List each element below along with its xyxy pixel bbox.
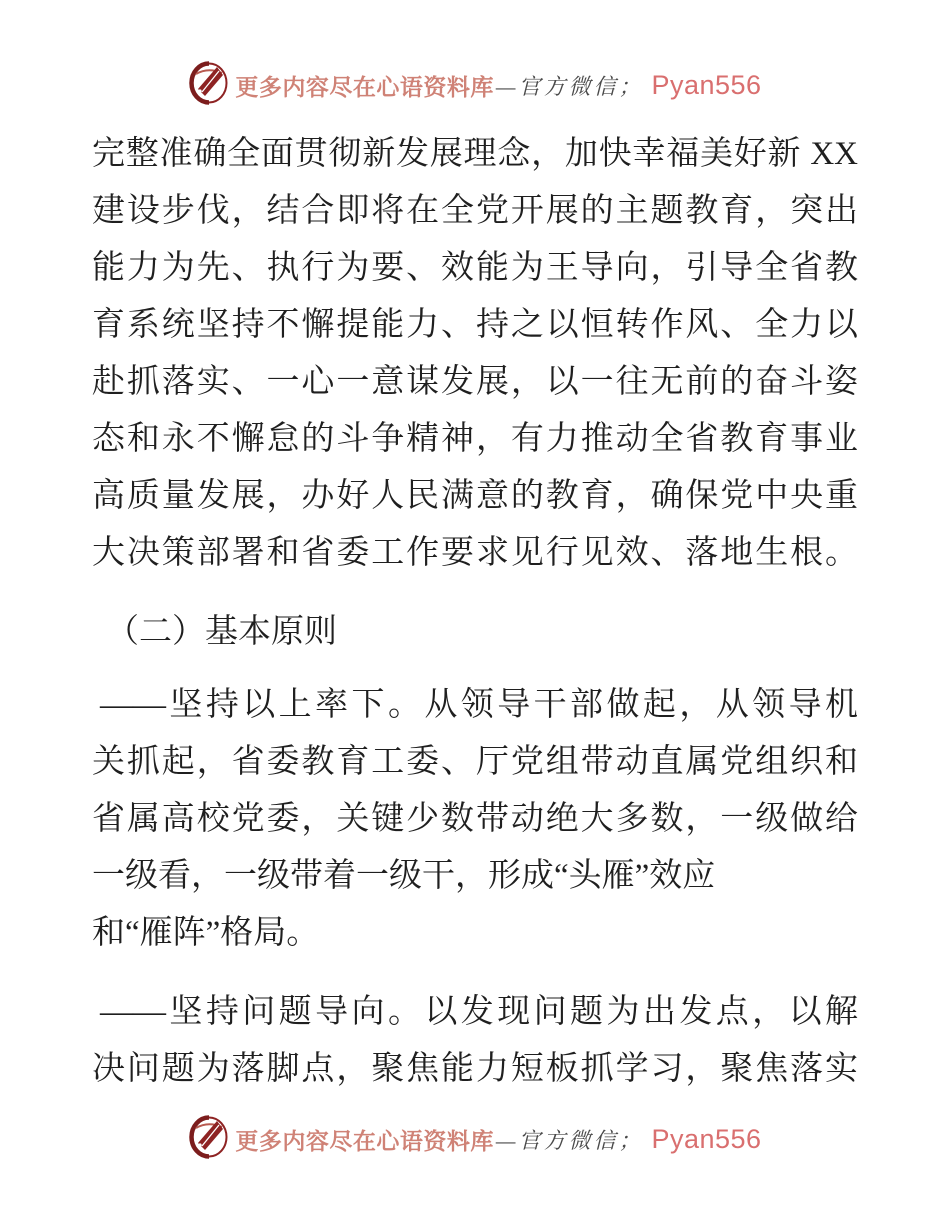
paragraph bbox=[92, 984, 858, 1098]
text-line: 能力为先、执行为要、效能为王导向，引导全省教 bbox=[92, 250, 858, 286]
text-line: ——坚持以上率下。从领导干部做起，从领导机 bbox=[100, 687, 858, 723]
text-line: 高质量发展，办好人民满意的教育，确保党中央重 bbox=[92, 478, 858, 514]
paragraph bbox=[92, 677, 858, 962]
watermark-wechat-id: Pyan556 bbox=[651, 1124, 762, 1154]
text-line: 大决策部署和省委工作要求见行见效、落地生根。 bbox=[92, 535, 858, 571]
text-line: 赴抓落实、一心一意谋发展，以一往无前的奋斗姿 bbox=[92, 364, 858, 400]
text-line: 育系统坚持不懈提能力、持之以恒转作风、全力以 bbox=[92, 307, 858, 343]
text-line: 一级看，一级带着一级干，形成“头雁”效应 bbox=[92, 858, 716, 894]
text-line: 决问题为落脚点，聚焦能力短板抓学习，聚焦落实 bbox=[92, 1051, 858, 1087]
section-heading bbox=[92, 604, 858, 661]
watermark-brand-text: 更多内容尽在心语资料库 bbox=[235, 75, 494, 100]
watermark-brand-text: 更多内容尽在心语资料库 bbox=[235, 1129, 494, 1154]
text-line: （二）基本原则 bbox=[106, 614, 337, 650]
text-line: 态和永不懈怠的斗争精神，有力推动全省教育事业 bbox=[92, 421, 858, 457]
text-line: 省属高校党委，关键少数带动绝大多数，一级做给 bbox=[92, 801, 858, 837]
pen-swirl-logo-icon bbox=[188, 1114, 230, 1165]
watermark-wechat-id: Pyan556 bbox=[651, 70, 762, 100]
text-line: 建设步伐，结合即将在全党开展的主题教育，突出 bbox=[92, 193, 858, 229]
text-line: ——坚持问题导向。以发现问题为出发点，以解 bbox=[100, 994, 858, 1030]
footer-watermark bbox=[0, 1114, 950, 1165]
text-line: 完整准确全面贯彻新发展理念，加快幸福美好新 XX bbox=[92, 136, 858, 172]
watermark-wechat-label: —官方微信； bbox=[495, 1128, 644, 1153]
pen-swirl-logo-icon bbox=[188, 60, 230, 111]
document-body bbox=[92, 126, 858, 1098]
text-line: 关抓起，省委教育工委、厅党组带动直属党组织和 bbox=[92, 744, 858, 780]
text-line: 和“雁阵”格局。 bbox=[92, 915, 320, 951]
header-watermark bbox=[0, 60, 950, 111]
watermark-wechat-label: —官方微信； bbox=[495, 74, 644, 99]
paragraph bbox=[92, 126, 858, 582]
